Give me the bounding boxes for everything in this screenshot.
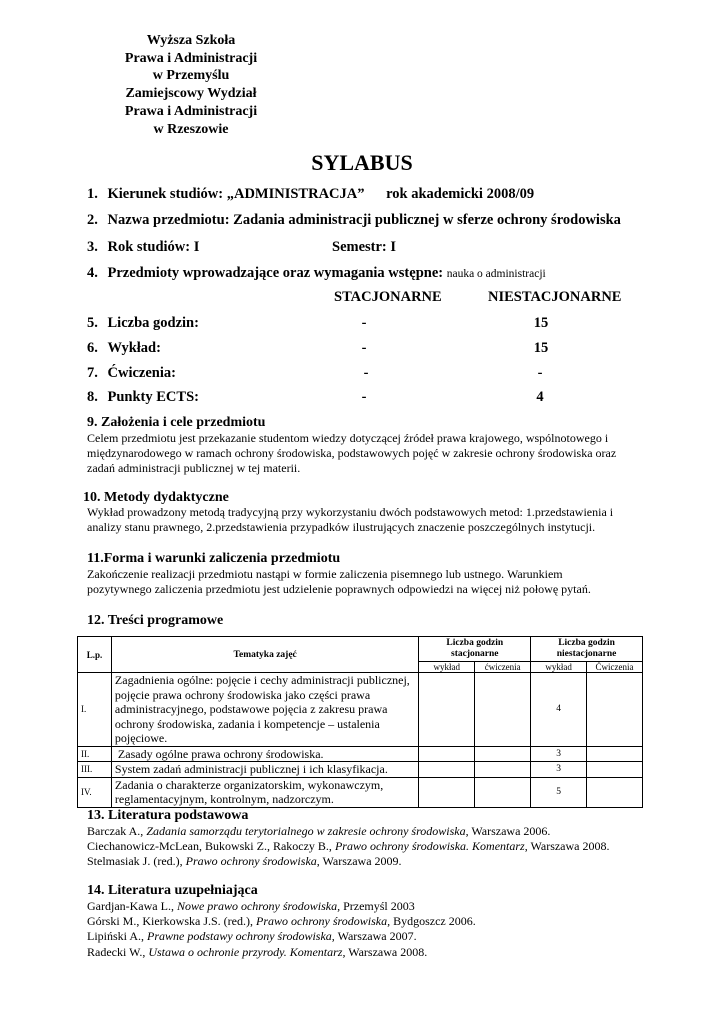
hours-row	[87, 315, 199, 332]
cell-empty	[475, 673, 531, 747]
table-header-row	[78, 637, 643, 662]
cell-empty	[587, 746, 643, 762]
row-topic: Zagadnienia ogólne: pojęcie i cechy administracji publicznej, pojęcie prawa ochrony środowiska jako części prawa administracyjnego, podstawowe pojęcia z zakresu prawa ochrony środowiska, zadania i kompetencje – ustalenia pojęciowe.	[111, 673, 418, 747]
item-prerequisites	[87, 265, 546, 282]
hours-row	[87, 365, 176, 382]
paragraph-line: pozytywnego zaliczenia przedmiotu jest udzielenie poprawnych odpowiedzi na więcej niż połowę pytań.	[87, 582, 591, 596]
table-row	[78, 673, 643, 747]
header-topic: Tematyka zajęć	[111, 637, 418, 673]
lit-rest: , Warszawa 2006.	[465, 824, 551, 838]
lit-title: Zadania samorządu terytorialnego w zakresie ochrony środowiska	[146, 824, 466, 838]
subheader-exercises: Ćwiczenia	[587, 662, 643, 673]
item-field-of-study	[87, 186, 534, 203]
lit-rest: Bydgoszcz 2006.	[390, 914, 476, 929]
item-semester: Semestr: I	[332, 239, 397, 255]
subheader-lecture: wykład	[419, 662, 475, 673]
cell-empty	[587, 762, 643, 778]
row-topic: Zasady ogólne prawa ochrony środowiska.	[111, 746, 418, 762]
column-non-stationary: NIESTACJONARNE	[488, 289, 622, 305]
paragraph-line: Wykład prowadzony metodą tradycyjną przy wykorzystaniu dwóch podstawowych metod: 1.przedstawienia i	[87, 505, 614, 519]
lit-title: Ustawa o ochronie przyrody. Komentarz,	[148, 944, 346, 959]
literature-item	[87, 899, 476, 914]
row-lp: II.	[78, 746, 112, 762]
header-line: w Przemyślu	[152, 68, 230, 84]
header-line: w Rzeszowie	[153, 121, 229, 137]
hours-non-stationary: -	[537, 365, 543, 381]
lit-rest: , Warszawa 2009.	[316, 854, 402, 869]
item-number: 2.	[87, 212, 98, 228]
section-body-methods	[87, 505, 647, 535]
literature-item	[87, 839, 610, 854]
row-hours-lecture: 4	[531, 673, 587, 747]
item-number: 7.	[87, 365, 98, 381]
table-row	[78, 746, 643, 762]
section-title-basic-literature: 13. Literatura podstawowa	[87, 808, 249, 823]
item-label: Kierunek studiów: „ADMINISTRACJA”	[107, 186, 365, 202]
item-label: Nazwa przedmiotu: Zadania administracji publicznej w sferze ochrony środowiska	[107, 212, 621, 228]
item-number: 4.	[87, 265, 98, 281]
cell-empty	[419, 746, 475, 762]
item-number: 8.	[87, 389, 98, 405]
item-extra: nauka o administracji	[446, 268, 546, 280]
cell-empty	[587, 673, 643, 747]
table-row	[78, 777, 643, 807]
lit-author: Barczak A.,	[87, 824, 147, 838]
section-title-methods: 10. Metody dydaktyczne	[83, 490, 229, 505]
subheader-exercises: ćwiczenia	[475, 662, 531, 673]
lit-rest: , Warszawa 2008.	[524, 839, 610, 854]
lit-title: Prawo ochrony środowiska	[185, 854, 317, 869]
item-extra: rok akademicki 2008/09	[386, 186, 535, 202]
section-title-program: 12. Treści programowe	[87, 613, 224, 628]
paragraph-line: Celem przedmiotu jest przekazanie studentom wiedzy dotyczącej źródeł prawa krajowego, wspólnotowego i	[87, 431, 609, 445]
lit-rest: Warszawa 2007.	[334, 929, 417, 944]
hours-non-stationary: 15	[533, 340, 549, 356]
column-stationary: STACJONARNE	[334, 289, 442, 305]
header-hours-stationary: Liczba godzin stacjonarne	[419, 637, 531, 662]
lit-rest: Przemyśl 2003	[340, 899, 415, 913]
item-label: Przedmioty wprowadzające oraz wymagania wstępne:	[107, 265, 444, 281]
lit-rest: Warszawa 2008.	[345, 944, 428, 959]
paragraph-line: międzynarodowego w ramach ochrony środowiska, podstawowych pojęć w zakresie ochrony środowiska oraz	[87, 446, 617, 460]
lit-author: Radecki W.,	[87, 944, 149, 959]
literature-item	[87, 945, 476, 960]
hours-row	[87, 389, 199, 406]
section-title-extra-literature: 14. Literatura uzupełniająca	[87, 883, 258, 898]
cell-empty	[419, 673, 475, 747]
cell-empty	[419, 777, 475, 807]
row-topic: Zadania o charakterze organizatorskim, wykonawczym, reglamentacyjnym, kontrolnym, nadzorczym.	[111, 777, 418, 807]
lit-title: Prawo ochrony środowiska. Komentarz	[334, 839, 525, 854]
hours-label: Ćwiczenia:	[107, 365, 176, 381]
header-hours-non-stationary: Liczba godzin niestacjonarne	[531, 637, 643, 662]
item-number: 5.	[87, 315, 98, 331]
hours-stationary: -	[363, 365, 369, 381]
row-lp: I.	[78, 673, 112, 747]
extra-literature-list	[87, 899, 476, 960]
section-title-goals: 9. Założenia i cele przedmiotu	[87, 415, 266, 430]
cell-empty	[475, 762, 531, 778]
institution-header	[96, 32, 286, 138]
section-body-goals	[87, 431, 647, 476]
row-hours-lecture: 3	[531, 746, 587, 762]
hours-row	[87, 340, 161, 357]
lit-title: Prawo ochrony środowiska,	[255, 914, 391, 929]
section-title-assessment: 11.Forma i warunki zaliczenia przedmiotu	[87, 551, 341, 566]
item-number: 3.	[87, 239, 98, 255]
row-topic: System zadań administracji publicznej i ich klasyfikacja.	[111, 762, 418, 778]
lit-title: Nowe prawo ochrony środowiska,	[176, 899, 341, 913]
header-line: Wyższa Szkoła	[146, 33, 236, 48]
basic-literature-list	[87, 824, 610, 870]
paragraph-line: Zakończenie realizacji przedmiotu nastąpi w formie zaliczenia pisemnego lub ustnego. Warunkiem	[87, 567, 563, 581]
hours-label: Liczba godzin:	[107, 315, 199, 331]
lit-author: Stelmasiak J. (red.),	[87, 854, 186, 869]
hours-label: Wykład:	[107, 340, 161, 356]
lit-author: Gardjan-Kawa L.,	[87, 899, 177, 913]
item-course-name	[87, 212, 621, 229]
item-label: Rok studiów: I	[107, 239, 200, 255]
row-lp: IV.	[78, 777, 112, 807]
item-number: 1.	[87, 186, 98, 202]
hours-non-stationary: 15	[533, 315, 549, 331]
header-line: Zamiejscowy Wydział	[125, 86, 257, 102]
item-number: 6.	[87, 340, 98, 356]
cell-empty	[587, 777, 643, 807]
paragraph-line: analizy stanu prawnego, 2.przedstawienia przypadków ilustrujących znaczenie poszczególnych instytucji.	[87, 520, 596, 534]
literature-item	[87, 824, 610, 839]
section-body-assessment	[87, 567, 647, 597]
document-title: SYLABUS	[311, 150, 413, 175]
header-lp: L.p.	[78, 637, 112, 673]
literature-item	[87, 914, 476, 929]
literature-item	[87, 929, 476, 944]
lit-author: Lipiński A.,	[87, 929, 148, 944]
cell-empty	[475, 746, 531, 762]
lit-author: Ciechanowicz-McLean, Bukowski Z., Rakoczy B.,	[87, 839, 335, 854]
header-line: Prawa i Administracji	[124, 103, 258, 119]
hours-stationary: -	[361, 389, 367, 405]
literature-item	[87, 854, 610, 869]
row-hours-lecture: 3	[531, 762, 587, 778]
hours-stationary: -	[361, 340, 367, 356]
lit-author: Górski M., Kierkowska J.S. (red.),	[87, 914, 256, 929]
hours-stationary: -	[361, 315, 367, 331]
paragraph-line: zadań administracji publicznej w tej materii.	[87, 461, 301, 475]
cell-empty	[419, 762, 475, 778]
program-table	[77, 636, 643, 808]
subheader-lecture: wykład	[531, 662, 587, 673]
lit-title: Prawne podstawy ochrony środowiska,	[147, 929, 335, 944]
hours-non-stationary: 4	[536, 389, 544, 405]
table-row	[78, 762, 643, 778]
item-year	[87, 239, 199, 256]
hours-label: Punkty ECTS:	[107, 389, 199, 405]
row-hours-lecture: 5	[531, 777, 587, 807]
header-line: Prawa i Administracji	[124, 50, 258, 66]
cell-empty	[475, 777, 531, 807]
row-lp: III.	[78, 762, 112, 778]
